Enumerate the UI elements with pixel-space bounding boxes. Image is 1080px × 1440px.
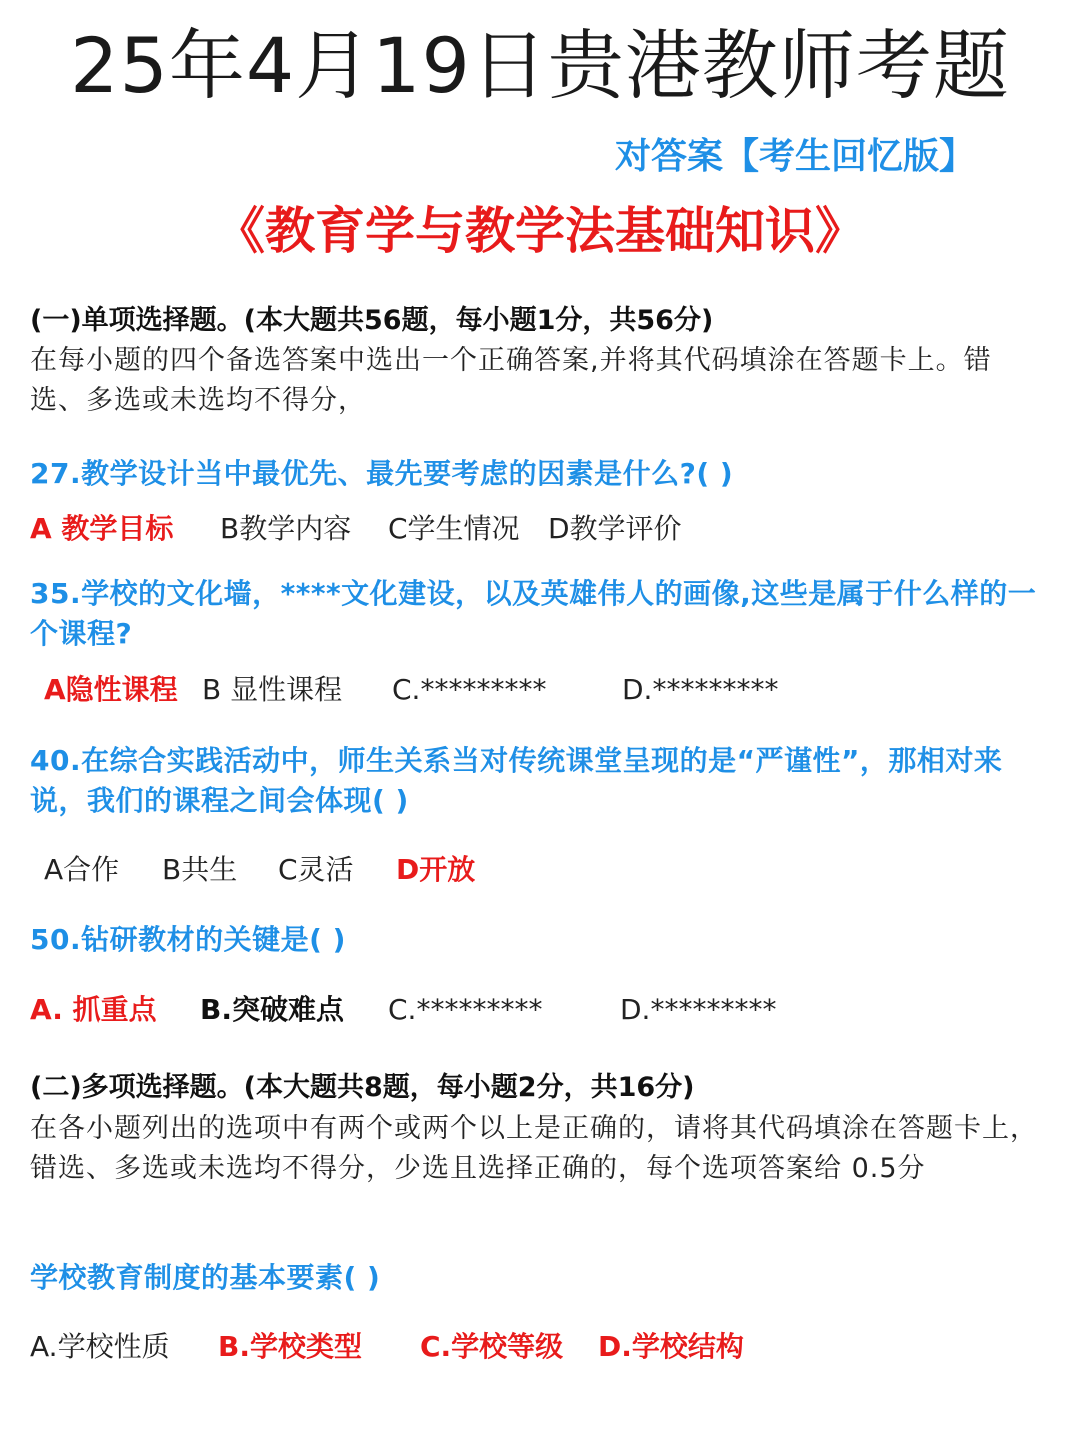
book-title: 《教育学与教学法基础知识》 — [215, 202, 865, 260]
section-description-multiple-choice: 在各小题列出的选项中有两个或两个以上是正确的，请将其代码填涂在答题卡上，错选、多选或未选均不得分，少选且选择正确的，每个选项答案给 0.5分 — [30, 1113, 1038, 1184]
q35-option-d: D.********* — [622, 673, 779, 706]
q27-option-b: B教学内容 — [220, 512, 352, 545]
question-35: 35.学校的文化墙，****文化建设，以及英雄伟人的画像,这些是属于什么样的一个课程? — [30, 577, 1037, 650]
q40-option-a: A合作 — [44, 853, 120, 886]
page-subtitle: 对答案【考生回忆版】 — [614, 136, 975, 177]
q35-option-b: B 显性课程 — [202, 673, 343, 706]
question-50: 50.钻研教材的关键是( ) — [30, 923, 346, 956]
q50-option-a: A. 抓重点 — [30, 993, 157, 1026]
q35-option-a: A隐性课程 — [44, 673, 178, 706]
question-school-system: 学校教育制度的基本要素( ) — [30, 1261, 381, 1294]
q35-option-c: C.********* — [392, 673, 547, 706]
q50-option-d: D.********* — [620, 993, 777, 1026]
q40-option-c: C灵活 — [278, 853, 354, 886]
q50-option-c: C.********* — [388, 993, 543, 1026]
q50-option-b: B.突破难点 — [200, 993, 344, 1026]
q40-option-b: B共生 — [162, 853, 238, 886]
multi-option-d: D.学校结构 — [598, 1330, 744, 1363]
multi-option-c: C.学校等级 — [420, 1330, 564, 1363]
q27-option-d: D教学评价 — [548, 512, 682, 545]
section-heading-multiple-choice: (二)多项选择题。(本大题共8题，每小题2分，共16分) — [30, 1072, 695, 1103]
q40-option-d: D开放 — [396, 853, 476, 886]
q27-option-a: A 教学目标 — [30, 512, 174, 545]
multi-option-a: A.学校性质 — [30, 1330, 170, 1363]
section-description-single-choice: 在每小题的四个备选答案中选出一个正确答案,并将其代码填涂在答题卡上。错选、多选或未选均不得分， — [30, 345, 992, 416]
q27-option-c: C学生情况 — [388, 512, 520, 545]
question-27: 27.教学设计当中最优先、最先要考虑的因素是什么?( ) — [30, 457, 734, 490]
section-heading-single-choice: (一)单项选择题。(本大题共56题，每小题1分，共56分) — [30, 305, 714, 336]
multi-option-b: B.学校类型 — [218, 1330, 362, 1363]
page-title: 25年4月19日贵港教师考题 — [70, 21, 1010, 110]
question-40: 40.在综合实践活动中，师生关系当对传统课堂呈现的是“严谨性”，那相对来说，我们的课程之间会体现( ) — [30, 744, 1003, 817]
